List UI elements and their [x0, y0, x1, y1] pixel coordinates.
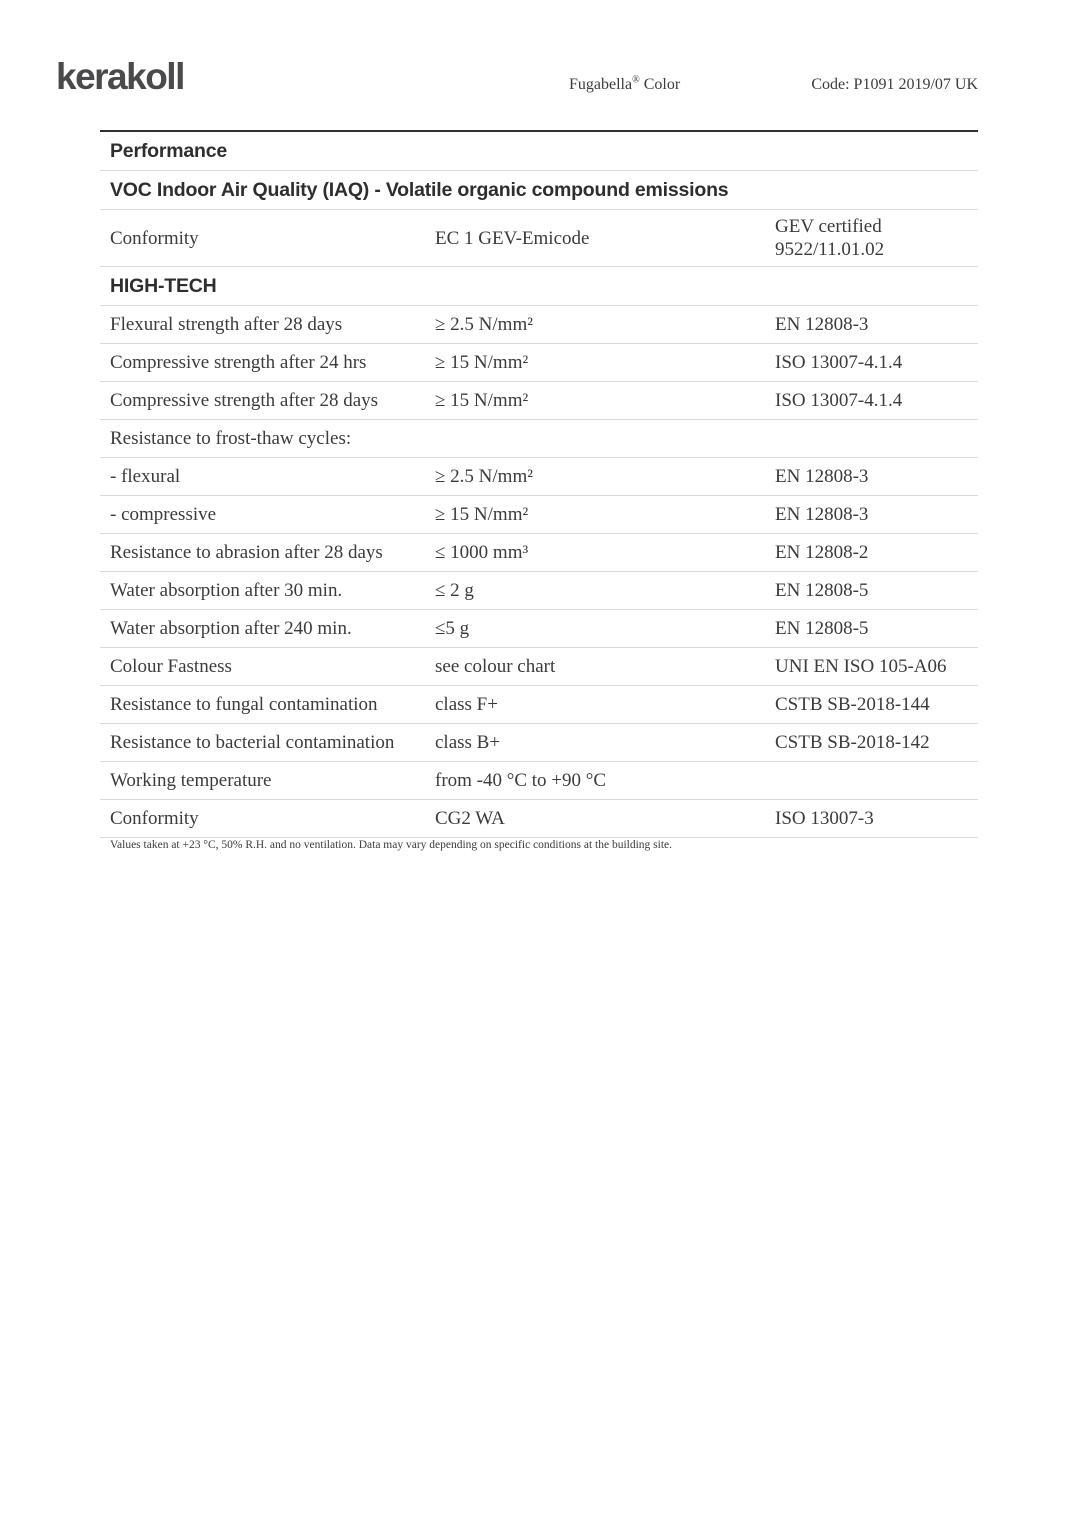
standard-line: CSTB SB-2018-142: [775, 732, 930, 754]
value-cell: from -40 °C to +90 °C: [435, 770, 607, 792]
table-row: [100, 686, 978, 724]
standard-line: EN 12808-3: [775, 504, 869, 526]
table-row: [100, 420, 978, 458]
standard-line: UNI EN ISO 105-A06: [775, 656, 947, 678]
table-row: [100, 534, 978, 572]
table-row: [100, 382, 978, 420]
property-cell: Resistance to abrasion after 28 days: [110, 542, 383, 564]
table-row: [100, 762, 978, 800]
table-row: [100, 458, 978, 496]
value-cell: class F+: [435, 694, 498, 716]
property-cell: Conformity: [110, 808, 199, 830]
value-cell: ≤5 g: [435, 618, 470, 640]
table-row: [100, 724, 978, 762]
standard-line: ISO 13007-4.1.4: [775, 390, 903, 412]
property-cell: Resistance to frost-thaw cycles:: [110, 428, 352, 450]
standard-cell: [775, 308, 978, 341]
footnote: Values taken at +23 °C, 50% R.H. and no ventilation. Data may vary depending on specific conditions at the building site.: [110, 839, 673, 851]
product-name: Fugabella: [569, 76, 633, 93]
standard-line: EN 12808-5: [775, 618, 869, 640]
standard-cell: [775, 346, 978, 379]
property-cell: - flexural: [110, 466, 181, 488]
table-row: [100, 572, 978, 610]
standard-cell: [775, 802, 978, 835]
value-cell: EC 1 GEV-Emicode: [435, 227, 590, 249]
property-cell: Compressive strength after 28 days: [110, 390, 379, 412]
value-cell: class B+: [435, 732, 501, 754]
section-header: Performance: [110, 139, 228, 162]
standard-cell: [775, 536, 978, 569]
property-cell: Water absorption after 30 min.: [110, 580, 343, 602]
value-cell: ≥ 15 N/mm²: [435, 504, 529, 526]
value-cell: ≤ 1000 mm³: [435, 542, 529, 564]
table-row: [100, 496, 978, 534]
value-cell: CG2 WA: [435, 808, 505, 830]
standard-cell: [775, 574, 978, 607]
standard-line: CSTB SB-2018-144: [775, 694, 930, 716]
section-header: HIGH-TECH: [110, 274, 217, 297]
property-cell: Compressive strength after 24 hrs: [110, 352, 367, 374]
table-row: [100, 648, 978, 686]
standard-line: ISO 13007-4.1.4: [775, 352, 903, 374]
performance-table: [100, 130, 978, 838]
product-title: [569, 76, 680, 94]
property-cell: - compressive: [110, 504, 217, 526]
section-header-row: [100, 132, 978, 171]
property-cell: Flexural strength after 28 days: [110, 314, 343, 336]
standard-cell: [775, 688, 978, 721]
standard-cell: [775, 498, 978, 531]
section-header: VOC Indoor Air Quality (IAQ) - Volatile organic compound emissions: [110, 178, 729, 201]
standard-line: EN 12808-2: [775, 542, 869, 564]
standard-line: GEV certified: [775, 216, 882, 237]
standard-line: 9522/11.01.02: [775, 239, 885, 261]
property-cell: Working temperature: [110, 770, 272, 792]
value-cell: [435, 434, 775, 444]
section-header-row: [100, 171, 978, 210]
table-row: [100, 344, 978, 382]
property-cell: Resistance to bacterial contamination: [110, 732, 395, 754]
table-row: [100, 800, 978, 838]
standard-cell: [775, 650, 978, 683]
standard-cell: [775, 776, 978, 786]
table-row: [100, 306, 978, 344]
standard-cell: [775, 460, 978, 493]
value-cell: see colour chart: [435, 656, 556, 678]
product-suffix: Color: [639, 76, 681, 93]
standard-cell: [775, 434, 978, 444]
table-row: [100, 610, 978, 648]
standard-cell: [775, 384, 978, 417]
standard-line: EN 12808-5: [775, 580, 869, 602]
table-row: [100, 210, 978, 267]
registered-trademark-symbol: ®: [632, 74, 640, 86]
property-cell: Colour Fastness: [110, 656, 232, 678]
value-cell: ≥ 2.5 N/mm²: [435, 466, 533, 488]
property-cell: Conformity: [110, 227, 199, 249]
property-cell: Water absorption after 240 min.: [110, 618, 352, 640]
kerakoll-logo: kerakoll: [56, 56, 184, 97]
document-header: [0, 0, 1080, 130]
value-cell: ≥ 2.5 N/mm²: [435, 314, 533, 336]
value-cell: ≤ 2 g: [435, 580, 474, 602]
property-cell: Resistance to fungal contamination: [110, 694, 378, 716]
value-cell: ≥ 15 N/mm²: [435, 390, 529, 412]
section-header-row: [100, 267, 978, 306]
standard-cell: [775, 612, 978, 645]
standard-cell: [775, 726, 978, 759]
standard-line: ISO 13007-3: [775, 808, 874, 830]
standard-cell: [775, 210, 978, 266]
standard-line: EN 12808-3: [775, 314, 869, 336]
document-code: Code: P1091 2019/07 UK: [811, 76, 978, 93]
value-cell: ≥ 15 N/mm²: [435, 352, 529, 374]
standard-line: EN 12808-3: [775, 466, 869, 488]
